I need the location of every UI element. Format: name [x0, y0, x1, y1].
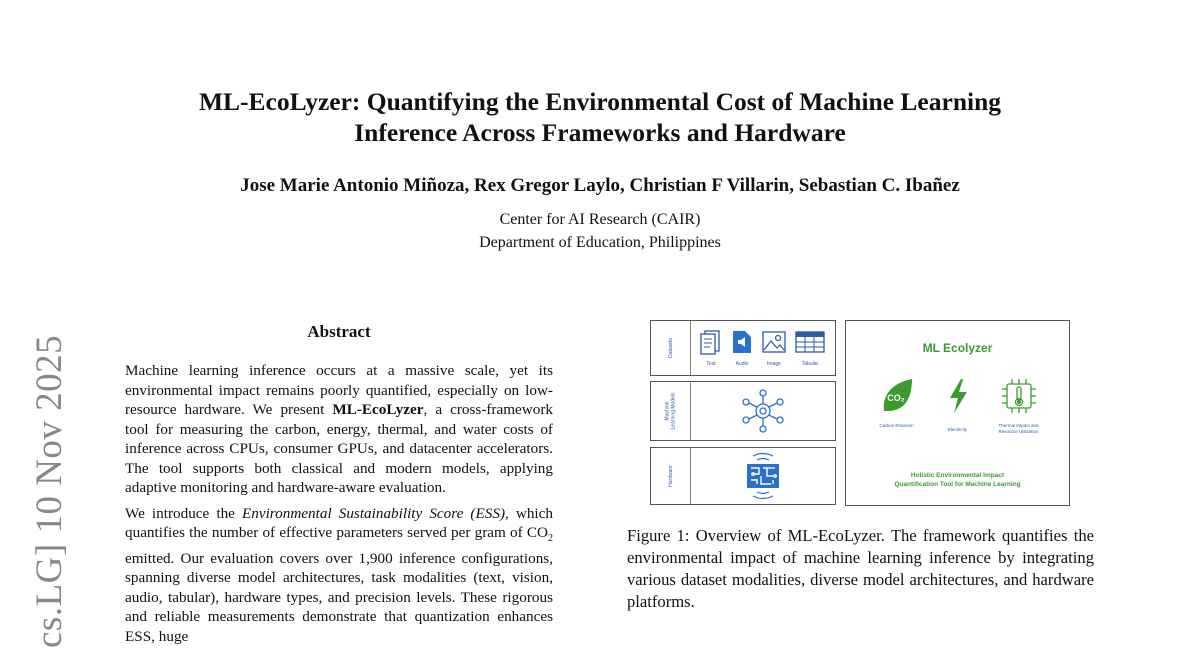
abstract-heading: Abstract: [307, 322, 371, 341]
datasets-panel: [650, 320, 836, 376]
dataset-image: [761, 329, 787, 367]
eco-carbon: [867, 377, 927, 434]
abstract-body: [125, 361, 553, 646]
dataset-audio: [731, 329, 753, 367]
arxiv-stamp: cs.LG] 10 Nov 2025: [29, 334, 70, 648]
dataset-caption: Audio: [735, 361, 749, 367]
abstract-text: Machine learning inference occurs at a massive scale, yet its environmental impact remains poorly quantified, especially on low-resource hardware. We present: [125, 362, 553, 418]
ecolyzer-subtitle-line-2: Quantification Tool for Machine Learning: [894, 481, 1021, 488]
abstract-paragraph-1: [125, 361, 553, 498]
abstract-text: , which quantifies the number of effective parameters served per gram of CO: [125, 504, 553, 541]
figure-1: [649, 319, 1071, 507]
eco-electricity: [928, 377, 988, 434]
models-panel: [650, 381, 836, 441]
title-line-1: ML-EcoLyzer: Quantifying the Environmental Cost of Machine Learning: [198, 87, 1002, 116]
neural-network-gear-icon: [741, 388, 785, 434]
tool-name: ML-EcoLyzer: [332, 401, 424, 418]
author-list: Jose Marie Antonio Miñoza, Rex Gregor Laylo, Christian F Villarin, Sebastian C. Ibañez: [240, 175, 960, 196]
dataset-caption: Text: [706, 361, 716, 367]
affiliation-line-2: Department of Education, Philippines: [479, 234, 721, 251]
ecolyzer-subtitle-line-1: Holistic Environmental Impact: [910, 472, 1005, 479]
eco-thermal: [989, 377, 1049, 434]
audio-file-icon: [731, 329, 753, 355]
datasets-label-text: Datasets: [667, 338, 674, 358]
models-icon-wrap: [691, 382, 835, 440]
dataset-text: [699, 329, 723, 367]
hardware-icon-wrap: [691, 448, 835, 504]
co2-label: CO₂: [886, 393, 905, 403]
dataset-tabular: [795, 329, 825, 367]
chip-thermometer-icon: [1000, 377, 1038, 415]
ecolyzer-panel: [845, 320, 1070, 506]
eco-caption: Carbon Emission: [879, 423, 914, 428]
ecolyzer-icons: [866, 377, 1049, 434]
lightning-icon: [946, 377, 970, 415]
abstract-text: We introduce the: [125, 504, 242, 522]
datasets-label: [651, 321, 691, 375]
dataset-caption: Image: [767, 361, 781, 367]
ecolyzer-subtitle: [846, 471, 1069, 489]
dataset-icons: [695, 329, 829, 367]
abstract-paragraph-2: [125, 504, 553, 647]
eco-caption: Thermal Impact and Resource Utilization: [998, 423, 1039, 434]
circuit-chip-icon: [739, 452, 787, 500]
table-icon: [795, 329, 825, 355]
hardware-panel: [650, 447, 836, 505]
hardware-label: [651, 448, 691, 504]
subscript: 2: [548, 533, 553, 545]
abstract-text: emitted. Our evaluation covers over 1,900 inference configurations, spanning diverse model architectures, task modalities (text, vision, audio, tabular), hardware types, and precision levels. These rigorous and reliable measurements demonstrate that quantization enhances ESS, huge: [125, 549, 553, 645]
dataset-caption: Tabular: [801, 361, 819, 367]
ess-term: Environmental Sustainability Score (ESS): [241, 504, 505, 522]
eco-caption: Electricity: [947, 427, 968, 432]
paper-title: [100, 86, 1100, 148]
title-line-2: Inference Across Frameworks and Hardware: [354, 118, 846, 147]
models-label: [651, 382, 691, 440]
affiliation-line-1: Center for AI Research (CAIR): [499, 211, 701, 228]
text-doc-icon: [699, 329, 723, 355]
image-icon: [761, 329, 787, 355]
hardware-label-text: Hardware: [667, 465, 674, 487]
ecolyzer-title: ML Ecolyzer: [922, 341, 993, 355]
abstract-text: , a cross-framework tool for measuring the carbon, energy, thermal, and water costs of inference across CPUs, consumer GPUs, and datacenter accelerators. The tool supports both classical and modern models, applying adaptive monitoring and hardware-aware evaluation.: [125, 401, 553, 496]
models-label-text: Machine Learning Models: [664, 392, 677, 430]
affiliation: [100, 208, 1100, 254]
figure-caption: Figure 1: Overview of ML-EcoLyzer. The framework quantifies the environmental impact of machine learning inference by integrating various dataset modalities, diverse model architectures, and hardware platforms.: [627, 526, 1094, 611]
carbon-leaf-icon: [880, 377, 914, 415]
